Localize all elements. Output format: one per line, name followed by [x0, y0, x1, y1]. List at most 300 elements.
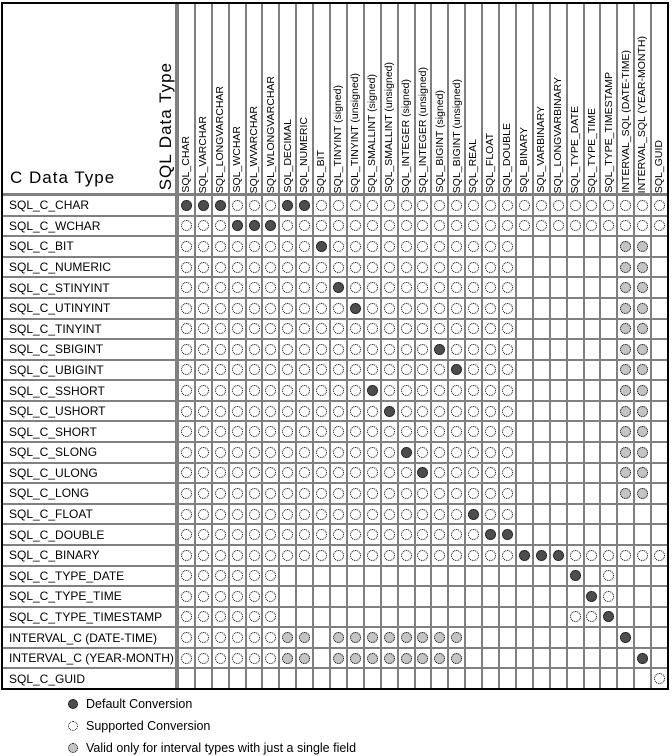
conversion-cell [500, 567, 515, 586]
conversion-cell [568, 608, 583, 627]
conversion-cell [247, 196, 262, 215]
conversion-cell [280, 546, 295, 565]
supported-conversion-icon [181, 323, 192, 334]
conversion-cell [466, 422, 481, 441]
supported-conversion-icon [502, 262, 513, 273]
conversion-cell [483, 278, 498, 297]
supported-conversion-icon [434, 509, 445, 520]
conversion-cell [601, 237, 616, 256]
conversion-cell [534, 669, 549, 688]
conversion-cell [432, 361, 447, 380]
conversion-cell [585, 278, 600, 297]
conversion-cell [432, 196, 447, 215]
conversion-cell [652, 258, 667, 277]
supported-conversion-icon [536, 200, 547, 211]
interval-only-conversion-icon [434, 653, 445, 664]
conversion-cell [382, 649, 397, 668]
supported-conversion-icon [249, 632, 260, 643]
supported-conversion-icon [485, 550, 496, 561]
conversion-cell [331, 258, 346, 277]
default-conversion-icon [485, 529, 496, 540]
conversion-cell [635, 237, 650, 256]
conversion-cell [601, 484, 616, 503]
conversion-cell [432, 464, 447, 483]
conversion-cell [348, 464, 363, 483]
conversion-cell [230, 669, 245, 688]
supported-conversion-icon [502, 550, 513, 561]
conversion-cell [585, 669, 600, 688]
supported-conversion-icon [384, 426, 395, 437]
conversion-cell [365, 258, 380, 277]
supported-conversion-icon [350, 282, 361, 293]
row-label: SQL_C_CHAR [3, 196, 177, 215]
conversion-cell [263, 649, 278, 668]
conversion-cell [230, 237, 245, 256]
conversion-cell [416, 484, 431, 503]
conversion-cell [483, 422, 498, 441]
conversion-cell [179, 608, 194, 627]
supported-conversion-icon [468, 344, 479, 355]
column-header-label: SQL_SMALLINT (unsigned) [382, 62, 395, 193]
conversion-cell [534, 402, 549, 421]
conversion-cell [280, 320, 295, 339]
supported-conversion-icon [299, 488, 310, 499]
conversion-cell [399, 320, 414, 339]
conversion-cell [263, 340, 278, 359]
conversion-cell [365, 464, 380, 483]
supported-conversion-icon [620, 200, 631, 211]
interval-only-conversion-icon [68, 743, 78, 753]
supported-conversion-icon [451, 550, 462, 561]
conversion-cell [297, 608, 312, 627]
conversion-cell [230, 484, 245, 503]
conversion-cell [314, 525, 329, 544]
conversion-cell [314, 237, 329, 256]
interval-only-conversion-icon [350, 653, 361, 664]
supported-conversion-icon [181, 385, 192, 396]
conversion-cell [247, 217, 262, 236]
conversion-cell [247, 422, 262, 441]
conversion-cell [635, 217, 650, 236]
column-header-20 [500, 4, 515, 194]
conversion-cell [618, 505, 633, 524]
conversion-cell [500, 669, 515, 688]
supported-conversion-icon [434, 426, 445, 437]
supported-conversion-icon [468, 406, 479, 417]
conversion-cell [618, 649, 633, 668]
conversion-cell [314, 464, 329, 483]
conversion-cell [416, 402, 431, 421]
supported-conversion-icon [333, 550, 344, 561]
conversion-cell [551, 546, 566, 565]
conversion-cell [483, 340, 498, 359]
supported-conversion-icon [451, 406, 462, 417]
supported-conversion-icon [350, 262, 361, 273]
supported-conversion-icon [451, 509, 462, 520]
supported-conversion-icon [417, 529, 428, 540]
supported-conversion-icon [282, 426, 293, 437]
conversion-cell [534, 505, 549, 524]
conversion-cell [263, 299, 278, 318]
conversion-cell [500, 464, 515, 483]
conversion-cell [196, 608, 211, 627]
conversion-cell [230, 525, 245, 544]
conversion-cell [483, 320, 498, 339]
row-label: SQL_C_GUID [3, 669, 177, 688]
supported-conversion-icon [215, 303, 226, 314]
conversion-cell [331, 237, 346, 256]
conversion-cell [382, 628, 397, 647]
column-header-label: INTERVAL_SQL (DATE-TIME) [619, 50, 632, 193]
conversion-cell [568, 649, 583, 668]
supported-conversion-icon [350, 323, 361, 334]
supported-conversion-icon [485, 220, 496, 231]
conversion-cell [517, 361, 532, 380]
conversion-cell [230, 196, 245, 215]
conversion-cell [416, 217, 431, 236]
supported-conversion-icon [299, 426, 310, 437]
conversion-cell [585, 299, 600, 318]
supported-conversion-icon [249, 467, 260, 478]
conversion-cell [247, 443, 262, 462]
conversion-cell [280, 587, 295, 606]
conversion-cell [348, 278, 363, 297]
supported-conversion-icon [485, 282, 496, 293]
conversion-cell [500, 608, 515, 627]
interval-only-conversion-icon [620, 364, 631, 375]
conversion-cell [635, 567, 650, 586]
supported-conversion-icon [384, 550, 395, 561]
supported-conversion-icon [434, 303, 445, 314]
conversion-cell [635, 340, 650, 359]
default-conversion-icon [384, 406, 395, 417]
row-label: SQL_C_STINYINT [3, 278, 177, 297]
conversion-cell [196, 196, 211, 215]
supported-conversion-icon [299, 447, 310, 458]
supported-conversion-icon [620, 220, 631, 231]
conversion-cell [213, 525, 228, 544]
supported-conversion-icon [265, 262, 276, 273]
supported-conversion-icon [232, 364, 243, 375]
supported-conversion-icon [282, 303, 293, 314]
supported-conversion-icon [299, 467, 310, 478]
interval-only-conversion-icon [282, 653, 293, 664]
conversion-cell [568, 587, 583, 606]
conversion-cell [618, 608, 633, 627]
supported-conversion-icon [249, 262, 260, 273]
supported-conversion-icon [367, 550, 378, 561]
conversion-cell [500, 320, 515, 339]
conversion-cell [348, 628, 363, 647]
conversion-cell [196, 567, 211, 586]
conversion-cell [635, 628, 650, 647]
conversion-cell [601, 649, 616, 668]
conversion-cell [280, 464, 295, 483]
conversion-cell [416, 258, 431, 277]
conversion-cell [618, 443, 633, 462]
supported-conversion-icon [586, 611, 597, 622]
conversion-cell [230, 258, 245, 277]
conversion-cell [652, 587, 667, 606]
conversion-cell [585, 464, 600, 483]
conversion-cell [568, 484, 583, 503]
supported-conversion-icon [265, 509, 276, 520]
supported-conversion-icon [232, 323, 243, 334]
conversion-cell [213, 299, 228, 318]
conversion-cell [382, 381, 397, 400]
default-conversion-icon [502, 529, 513, 540]
conversion-cell [382, 237, 397, 256]
conversion-cell [382, 217, 397, 236]
supported-conversion-icon [282, 447, 293, 458]
column-header-14 [399, 4, 414, 194]
conversion-cell [280, 422, 295, 441]
conversion-cell [365, 669, 380, 688]
conversion-cell [331, 546, 346, 565]
supported-conversion-icon [232, 241, 243, 252]
conversion-cell [213, 505, 228, 524]
column-header-label: SQL_LONGVARBINARY [551, 76, 564, 193]
column-header-label: SQL_SMALLINT (signed) [366, 74, 379, 193]
default-conversion-icon [249, 220, 260, 231]
conversion-cell [179, 567, 194, 586]
conversion-cell [449, 258, 464, 277]
conversion-cell [280, 299, 295, 318]
conversion-cell [314, 320, 329, 339]
conversion-cell [179, 381, 194, 400]
column-header-label: SQL_DECIMAL [281, 119, 294, 193]
supported-conversion-icon [502, 364, 513, 375]
conversion-cell [314, 402, 329, 421]
supported-conversion-icon [333, 426, 344, 437]
conversion-cell [230, 217, 245, 236]
conversion-cell [652, 422, 667, 441]
interval-only-conversion-icon [417, 653, 428, 664]
default-conversion-icon [333, 282, 344, 293]
conversion-cell [179, 340, 194, 359]
conversion-cell [314, 587, 329, 606]
interval-only-conversion-icon [620, 262, 631, 273]
supported-conversion-icon [215, 426, 226, 437]
supported-conversion-icon [519, 220, 530, 231]
conversion-cell [416, 464, 431, 483]
supported-conversion-icon [316, 488, 327, 499]
conversion-cell [652, 505, 667, 524]
supported-conversion-icon [249, 447, 260, 458]
supported-conversion-icon [215, 509, 226, 520]
supported-conversion-icon [265, 632, 276, 643]
conversion-cell [196, 320, 211, 339]
conversion-cell [213, 546, 228, 565]
supported-conversion-icon [249, 426, 260, 437]
conversion-cell [365, 587, 380, 606]
conversion-cell [601, 505, 616, 524]
conversion-cell [635, 546, 650, 565]
conversion-cell [382, 422, 397, 441]
conversion-cell [601, 278, 616, 297]
conversion-cell [432, 628, 447, 647]
conversion-cell [618, 422, 633, 441]
conversion-cell [618, 464, 633, 483]
conversion-cell [416, 278, 431, 297]
conversion-cell [534, 567, 549, 586]
conversion-cell [534, 464, 549, 483]
column-header-label: SQL_CHAR [180, 136, 193, 193]
supported-conversion-icon [468, 262, 479, 273]
conversion-cell [179, 649, 194, 668]
conversion-cell [635, 196, 650, 215]
supported-conversion-icon [367, 364, 378, 375]
column-header-9 [314, 4, 329, 194]
supported-conversion-icon [502, 488, 513, 499]
conversion-cell [331, 567, 346, 586]
supported-conversion-icon [502, 241, 513, 252]
conversion-cell [297, 505, 312, 524]
conversion-cell [466, 628, 481, 647]
supported-conversion-icon [468, 529, 479, 540]
conversion-cell [247, 525, 262, 544]
conversion-cell [331, 443, 346, 462]
conversion-cell [416, 237, 431, 256]
supported-conversion-icon [198, 653, 209, 664]
conversion-cell [382, 340, 397, 359]
default-conversion-icon [519, 550, 530, 561]
supported-conversion-icon [232, 509, 243, 520]
conversion-cell [585, 525, 600, 544]
supported-conversion-icon [654, 673, 665, 684]
conversion-cell [196, 237, 211, 256]
column-header-7 [280, 4, 295, 194]
supported-conversion-icon [485, 467, 496, 478]
conversion-cell [280, 525, 295, 544]
conversion-cell [618, 217, 633, 236]
conversion-cell [297, 361, 312, 380]
column-header-13 [382, 4, 397, 194]
conversion-cell [551, 258, 566, 277]
column-header-29 [652, 4, 667, 194]
conversion-cell [280, 196, 295, 215]
conversion-cell [534, 628, 549, 647]
conversion-cell [348, 320, 363, 339]
supported-conversion-icon [417, 488, 428, 499]
conversion-cell [280, 608, 295, 627]
conversion-cell [601, 525, 616, 544]
conversion-cell [432, 299, 447, 318]
conversion-cell [416, 587, 431, 606]
supported-conversion-icon [232, 447, 243, 458]
supported-conversion-icon [181, 591, 192, 602]
supported-conversion-icon [181, 262, 192, 273]
conversion-cell [382, 402, 397, 421]
conversion-cell [331, 422, 346, 441]
supported-conversion-icon [451, 220, 462, 231]
conversion-cell [652, 320, 667, 339]
conversion-cell [466, 278, 481, 297]
conversion-cell [399, 546, 414, 565]
conversion-cell [652, 649, 667, 668]
column-header-label: SQL_WVARCHAR [247, 105, 260, 193]
supported-conversion-icon [232, 570, 243, 581]
supported-conversion-icon [434, 488, 445, 499]
supported-conversion-icon [468, 303, 479, 314]
column-header-8 [297, 4, 312, 194]
conversion-cell [297, 567, 312, 586]
column-header-label: SQL_BIT [315, 149, 328, 193]
conversion-cell [196, 402, 211, 421]
supported-conversion-icon [181, 220, 192, 231]
conversion-cell [263, 587, 278, 606]
supported-conversion-icon [282, 241, 293, 252]
conversion-cell [348, 669, 363, 688]
supported-conversion-icon [249, 529, 260, 540]
conversion-cell [263, 217, 278, 236]
supported-conversion-icon [367, 200, 378, 211]
conversion-cell [213, 669, 228, 688]
supported-conversion-icon [316, 447, 327, 458]
c-data-type-axis-label: C Data Type [10, 168, 116, 187]
supported-conversion-icon [384, 467, 395, 478]
conversion-cell [483, 361, 498, 380]
supported-conversion-icon [282, 488, 293, 499]
conversion-cell [432, 505, 447, 524]
supported-conversion-icon [282, 385, 293, 396]
conversion-cell [483, 196, 498, 215]
row-label: SQL_C_BIT [3, 237, 177, 256]
conversion-cell [466, 196, 481, 215]
conversion-cell [247, 587, 262, 606]
supported-conversion-icon [333, 344, 344, 355]
conversion-cell [314, 381, 329, 400]
conversion-cell [382, 196, 397, 215]
column-header-16 [432, 4, 447, 194]
column-header-label: SQL_WCHAR [230, 126, 243, 193]
supported-conversion-icon [215, 282, 226, 293]
matrix-corner-cell [3, 4, 177, 194]
conversion-cell [601, 608, 616, 627]
supported-conversion-icon [198, 509, 209, 520]
interval-only-conversion-icon [620, 406, 631, 417]
conversion-cell [399, 361, 414, 380]
conversion-cell [297, 628, 312, 647]
conversion-cell [213, 320, 228, 339]
conversion-cell [247, 299, 262, 318]
interval-only-conversion-icon [401, 653, 412, 664]
conversion-cell [601, 546, 616, 565]
supported-conversion-icon [181, 241, 192, 252]
conversion-cell [466, 217, 481, 236]
supported-conversion-icon [299, 220, 310, 231]
conversion-cell [517, 299, 532, 318]
interval-only-conversion-icon [620, 323, 631, 334]
conversion-cell [416, 422, 431, 441]
conversion-cell [230, 422, 245, 441]
conversion-cell [432, 258, 447, 277]
conversion-cell [568, 320, 583, 339]
row-label: SQL_C_DOUBLE [3, 525, 177, 544]
supported-conversion-icon [232, 550, 243, 561]
supported-conversion-icon [265, 467, 276, 478]
supported-conversion-icon [570, 550, 581, 561]
conversion-cell [585, 320, 600, 339]
supported-conversion-icon [384, 488, 395, 499]
conversion-cell [618, 196, 633, 215]
conversion-cell [247, 237, 262, 256]
supported-conversion-icon [181, 426, 192, 437]
column-header-label: SQL_DOUBLE [501, 122, 514, 193]
supported-conversion-icon [417, 241, 428, 252]
conversion-cell [314, 628, 329, 647]
conversion-cell [280, 567, 295, 586]
